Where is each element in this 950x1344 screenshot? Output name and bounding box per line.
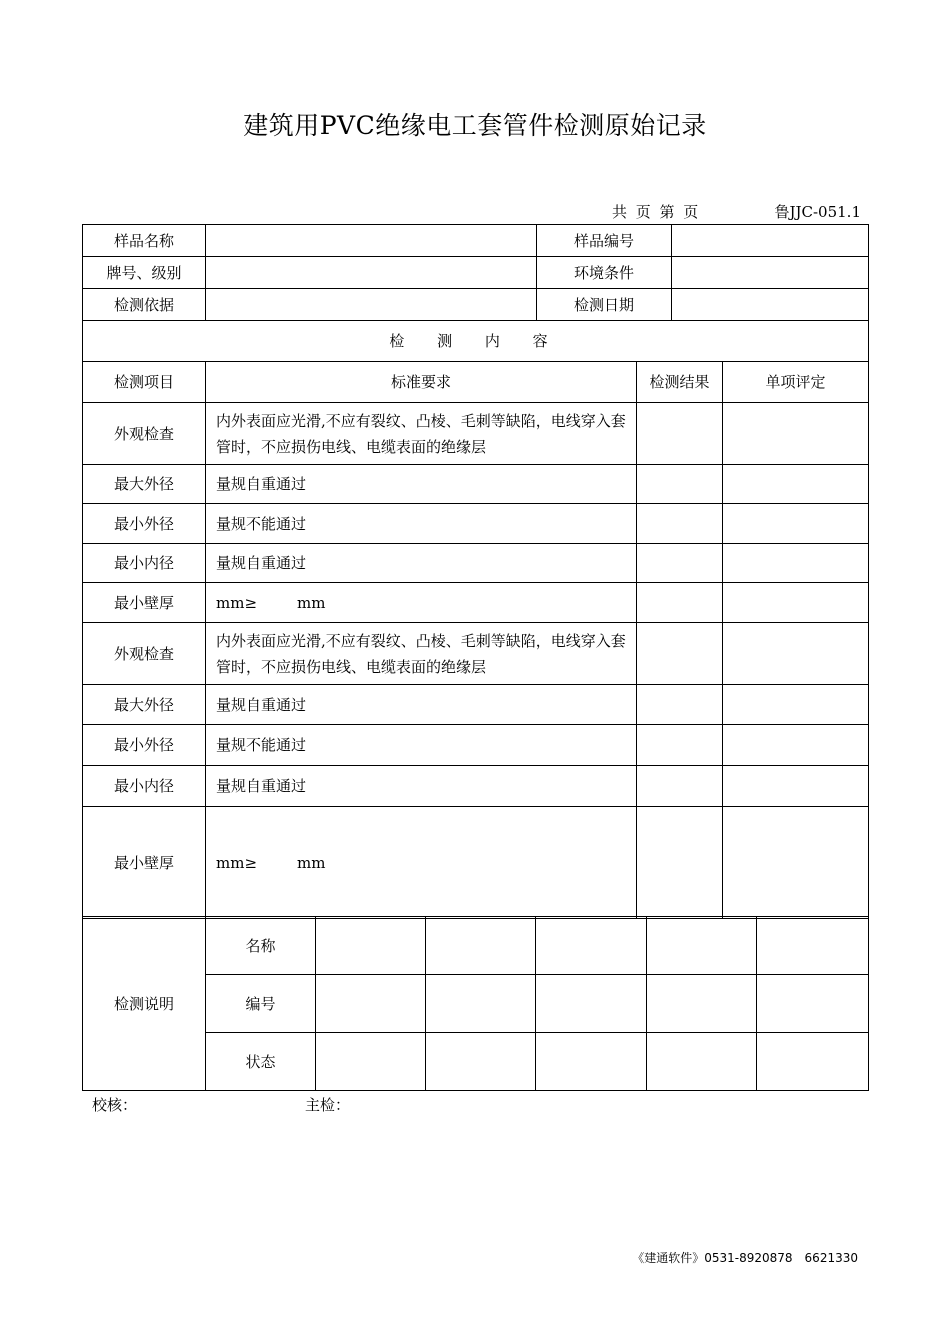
col-header-result: 检测结果	[637, 362, 723, 403]
table-row	[83, 583, 869, 623]
equipment-cell[interactable]	[426, 1033, 536, 1091]
row-item: 最大外径	[83, 465, 206, 504]
row-result[interactable]	[637, 504, 723, 544]
sample-no-field[interactable]	[672, 225, 869, 257]
row-result[interactable]	[637, 685, 723, 725]
row-evaluation[interactable]	[723, 623, 869, 685]
table-row	[83, 504, 869, 544]
row-standard: 量规不能通过	[206, 725, 637, 766]
environment-label: 环境条件	[537, 257, 672, 289]
equipment-cell[interactable]	[426, 917, 536, 975]
row-standard: 量规不能通过	[206, 504, 637, 544]
date-field[interactable]	[672, 289, 869, 321]
table-row	[83, 465, 869, 504]
date-label: 检测日期	[537, 289, 672, 321]
sample-no-label: 样品编号	[537, 225, 672, 257]
equipment-table	[82, 916, 869, 1091]
row-result[interactable]	[637, 403, 723, 465]
equipment-cell[interactable]	[757, 1033, 869, 1091]
section-title	[83, 321, 869, 362]
row-item: 最小外径	[83, 504, 206, 544]
equipment-cell[interactable]	[316, 975, 426, 1033]
row-result[interactable]	[637, 465, 723, 504]
row-result[interactable]	[637, 623, 723, 685]
equipment-cell[interactable]	[426, 975, 536, 1033]
min-wall-unit-b: mm	[297, 853, 326, 872]
equipment-label: 检测说明	[83, 917, 206, 1091]
equipment-cell[interactable]	[647, 917, 757, 975]
row-result[interactable]	[637, 544, 723, 583]
equipment-cell[interactable]	[316, 917, 426, 975]
test-content-table	[82, 320, 869, 919]
equipment-status-label: 状态	[206, 1033, 316, 1091]
equipment-cell[interactable]	[536, 1033, 647, 1091]
page-title: 建筑用PVC绝缘电工套管件检测原始记录	[243, 111, 707, 140]
row-item: 最小外径	[83, 725, 206, 766]
table-row	[83, 807, 869, 919]
row-result[interactable]	[637, 583, 723, 623]
row-standard	[206, 583, 637, 623]
table-row	[83, 685, 869, 725]
row-item: 最小壁厚	[83, 583, 206, 623]
row-result[interactable]	[637, 766, 723, 807]
row-item: 最小内径	[83, 544, 206, 583]
table-row	[83, 544, 869, 583]
row-evaluation[interactable]	[723, 766, 869, 807]
table-row	[83, 623, 869, 685]
equipment-cell[interactable]	[316, 1033, 426, 1091]
row-evaluation[interactable]	[723, 685, 869, 725]
environment-field[interactable]	[672, 257, 869, 289]
row-standard: 内外表面应光滑,不应有裂纹、凸棱、毛刺等缺陷，电线穿入套管时，不应损伤电线、电缆表面的绝缘层	[206, 623, 637, 685]
equipment-name-label: 名称	[206, 917, 316, 975]
equipment-cell[interactable]	[757, 975, 869, 1033]
row-result[interactable]	[637, 725, 723, 766]
basis-label: 检测依据	[83, 289, 206, 321]
equipment-cell[interactable]	[536, 975, 647, 1033]
row-item: 最小壁厚	[83, 807, 206, 919]
row-standard: 量规自重通过	[206, 766, 637, 807]
row-standard: 量规自重通过	[206, 544, 637, 583]
row-standard: 内外表面应光滑,不应有裂纹、凸棱、毛刺等缺陷，电线穿入套管时，不应损伤电线、电缆表面的绝缘层	[206, 403, 637, 465]
row-evaluation[interactable]	[723, 403, 869, 465]
equipment-cell[interactable]	[536, 917, 647, 975]
row-evaluation[interactable]	[723, 583, 869, 623]
inspector-label: 主检：	[305, 1096, 351, 1114]
equipment-number-label: 编号	[206, 975, 316, 1033]
row-evaluation[interactable]	[723, 504, 869, 544]
row-item: 最大外径	[83, 685, 206, 725]
col-header-standard: 标准要求	[206, 362, 637, 403]
col-header-item: 检测项目	[83, 362, 206, 403]
table-row	[83, 725, 869, 766]
min-wall-unit-b: mm	[297, 593, 326, 612]
basis-field[interactable]	[206, 289, 537, 321]
col-header-evaluation: 单项评定	[723, 362, 869, 403]
row-evaluation[interactable]	[723, 544, 869, 583]
equipment-cell[interactable]	[647, 975, 757, 1033]
brand-footer: 《建通软件》0531-8920878 6621330	[632, 1251, 858, 1265]
row-evaluation[interactable]	[723, 725, 869, 766]
equipment-cell[interactable]	[757, 917, 869, 975]
table-row	[83, 766, 869, 807]
row-item: 外观检查	[83, 623, 206, 685]
equipment-cell[interactable]	[647, 1033, 757, 1091]
min-wall-unit-a: mm≥	[216, 593, 258, 612]
row-standard: 量规自重通过	[206, 685, 637, 725]
row-item: 外观检查	[83, 403, 206, 465]
page-info: 共 页 第 页	[612, 203, 701, 221]
sample-name-field[interactable]	[206, 225, 537, 257]
row-evaluation[interactable]	[723, 465, 869, 504]
sample-info-table	[82, 224, 869, 321]
table-row	[83, 403, 869, 465]
checker-label: 校核：	[92, 1096, 138, 1114]
min-wall-unit-a: mm≥	[216, 853, 258, 872]
sample-name-label: 样品名称	[83, 225, 206, 257]
row-item: 最小内径	[83, 766, 206, 807]
brand-grade-field[interactable]	[206, 257, 537, 289]
row-result[interactable]	[637, 807, 723, 919]
brand-grade-label: 牌号、级别	[83, 257, 206, 289]
row-standard	[206, 807, 637, 919]
row-standard: 量规自重通过	[206, 465, 637, 504]
form-code: 鲁JJC-051.1	[774, 203, 861, 221]
row-evaluation[interactable]	[723, 807, 869, 919]
section-title-text: 检 测 内 容	[389, 332, 562, 350]
